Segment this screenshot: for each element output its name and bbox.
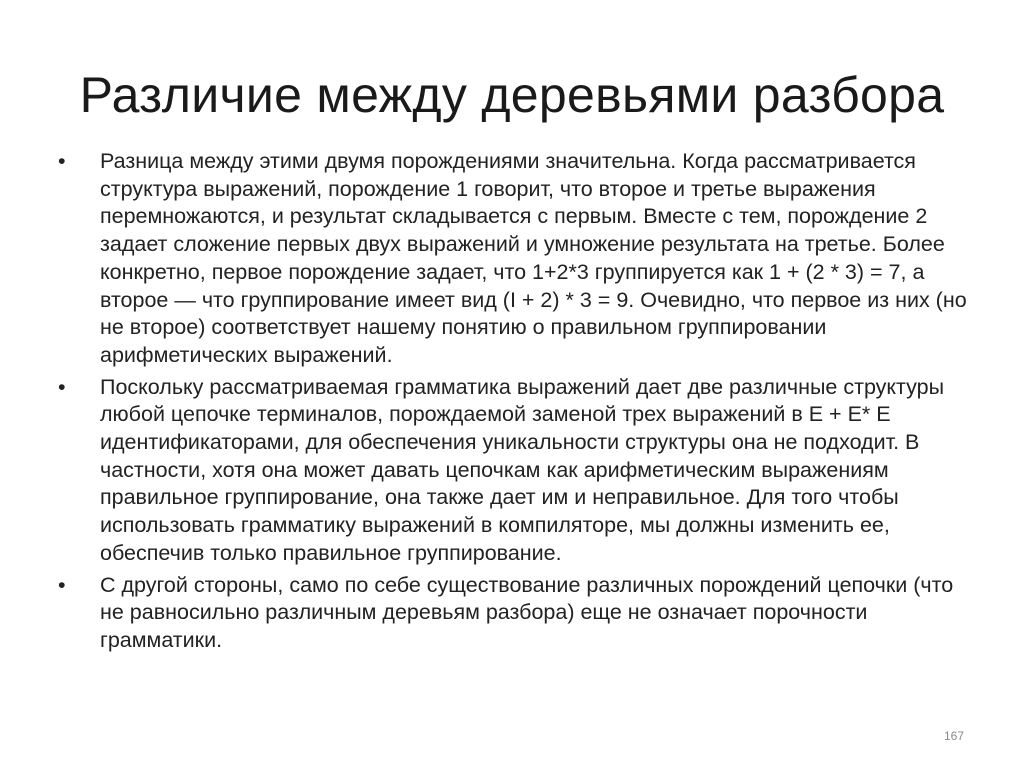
- bullet-marker: •: [58, 149, 66, 173]
- bullet-text: Разница между этими двумя порождениями значительна. Когда рассматривается структура выражений, порождение 1 говорит, что второе и третье выражения перемножаются, и результат складывается с первым. Вместе с тем, порождение 2 задает сложение первых двух выражений и умножение результата на третье. Более конкретно, первое порождение задает, что 1+2*3 группируется как 1 + (2 * 3) = 7, а второе — что группирование имеет вид (I + 2) * 3 = 9. Очевидно, что первое из них (но не второе) соответствует нашему понятию о правильном группировании арифметических выражений.: [100, 149, 967, 367]
- bullet-item-3: [58, 572, 968, 655]
- page-number: 167: [943, 729, 964, 743]
- bullet-list: [58, 148, 968, 659]
- bullet-marker: •: [58, 572, 66, 597]
- bullet-marker: •: [58, 374, 66, 399]
- bullet-item-1: [58, 148, 968, 370]
- bullet-text: Поскольку рассматриваемая грамматика выражений дает две различные структуры любой цепочке терминалов, порождаемой заменой трех выражений в E + E* E идентификаторами, для обеспечения уникальности структуры она не подходит. В частности, хотя она может давать цепочкам как арифметическим выражениям правильное группирование, она также дает им и неправильное. Для того чтобы использовать грамматику выражений в компиляторе, мы должны изменить ее, обеспечив только правильное группирование.: [100, 374, 945, 565]
- slide-title: Различие между деревьями разбора: [79, 67, 945, 123]
- bullet-text: С другой стороны, само по себе существование различных порождений цепочки (что не равносильно различным деревьям разбора) еще не означает порочности грамматики.: [100, 572, 954, 652]
- bullet-item-2: [58, 374, 968, 568]
